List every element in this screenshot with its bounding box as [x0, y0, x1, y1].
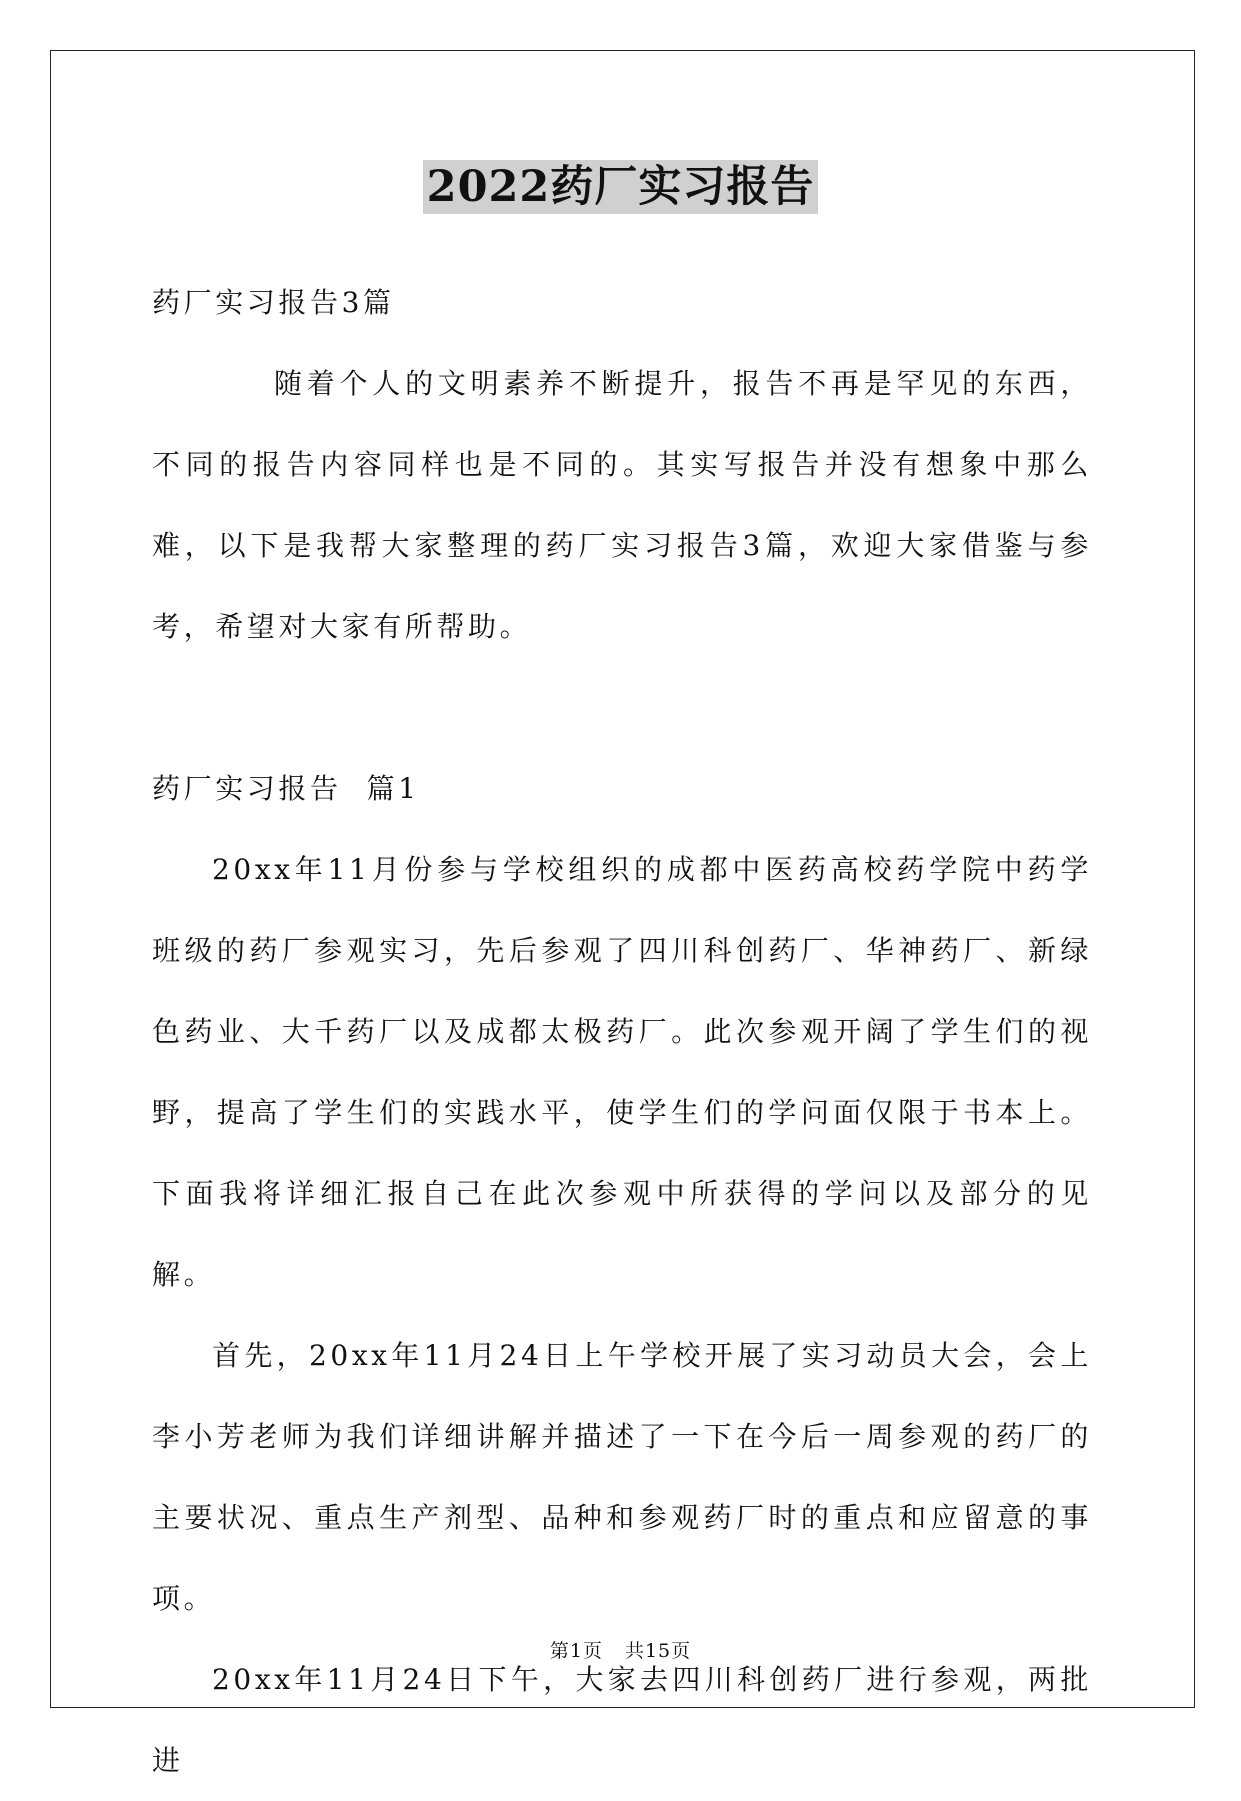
paragraph-gap: [152, 667, 1092, 748]
body-paragraph: 20xx年11月份参与学校组织的成都中医药高校药学院中药学班级的药厂参观实习，先后参观了四川科创药厂、华神药厂、新绿色药业、大千药厂以及成都太极药厂。此次参观开阔了学生们的视野，提高了学生们的实践水平，使学生们的学问面仅限于书本上。下面我将详细汇报自己在此次参观中所获得的学问以及部分的见解。: [152, 853, 1092, 1291]
body-paragraph: 首先，20xx年11月24日上午学校开展了实习动员大会，会上李小芳老师为我们详细讲解并描述了一下在今后一周参观的药厂的主要状况、重点生产剂型、品种和参观药厂时的重点和应留意的事项。: [152, 1339, 1092, 1615]
intro-paragraph: 随着个人的文明素养不断提升，报告不再是罕见的东西，不同的报告内容同样也是不同的。其实写报告并没有想象中那么难，以下是我帮大家整理的药厂实习报告3篇，欢迎大家借鉴与参考，希望对大家有所帮助。: [152, 367, 1092, 643]
page-footer: [0, 1636, 1241, 1663]
page-total: 共15页: [624, 1640, 692, 1662]
document-subtitle: 药厂实习报告3篇: [152, 286, 395, 319]
page-number: 第1页: [549, 1640, 603, 1662]
document-body: [152, 262, 1092, 1801]
document-title: 2022药厂实习报告: [423, 160, 819, 214]
section-heading: 药厂实习报告 篇1: [152, 772, 420, 805]
title-container: [0, 160, 1241, 214]
body-paragraph: 20xx年11月24日下午，大家去四川科创药厂进行参观，两批进: [152, 1663, 1092, 1777]
